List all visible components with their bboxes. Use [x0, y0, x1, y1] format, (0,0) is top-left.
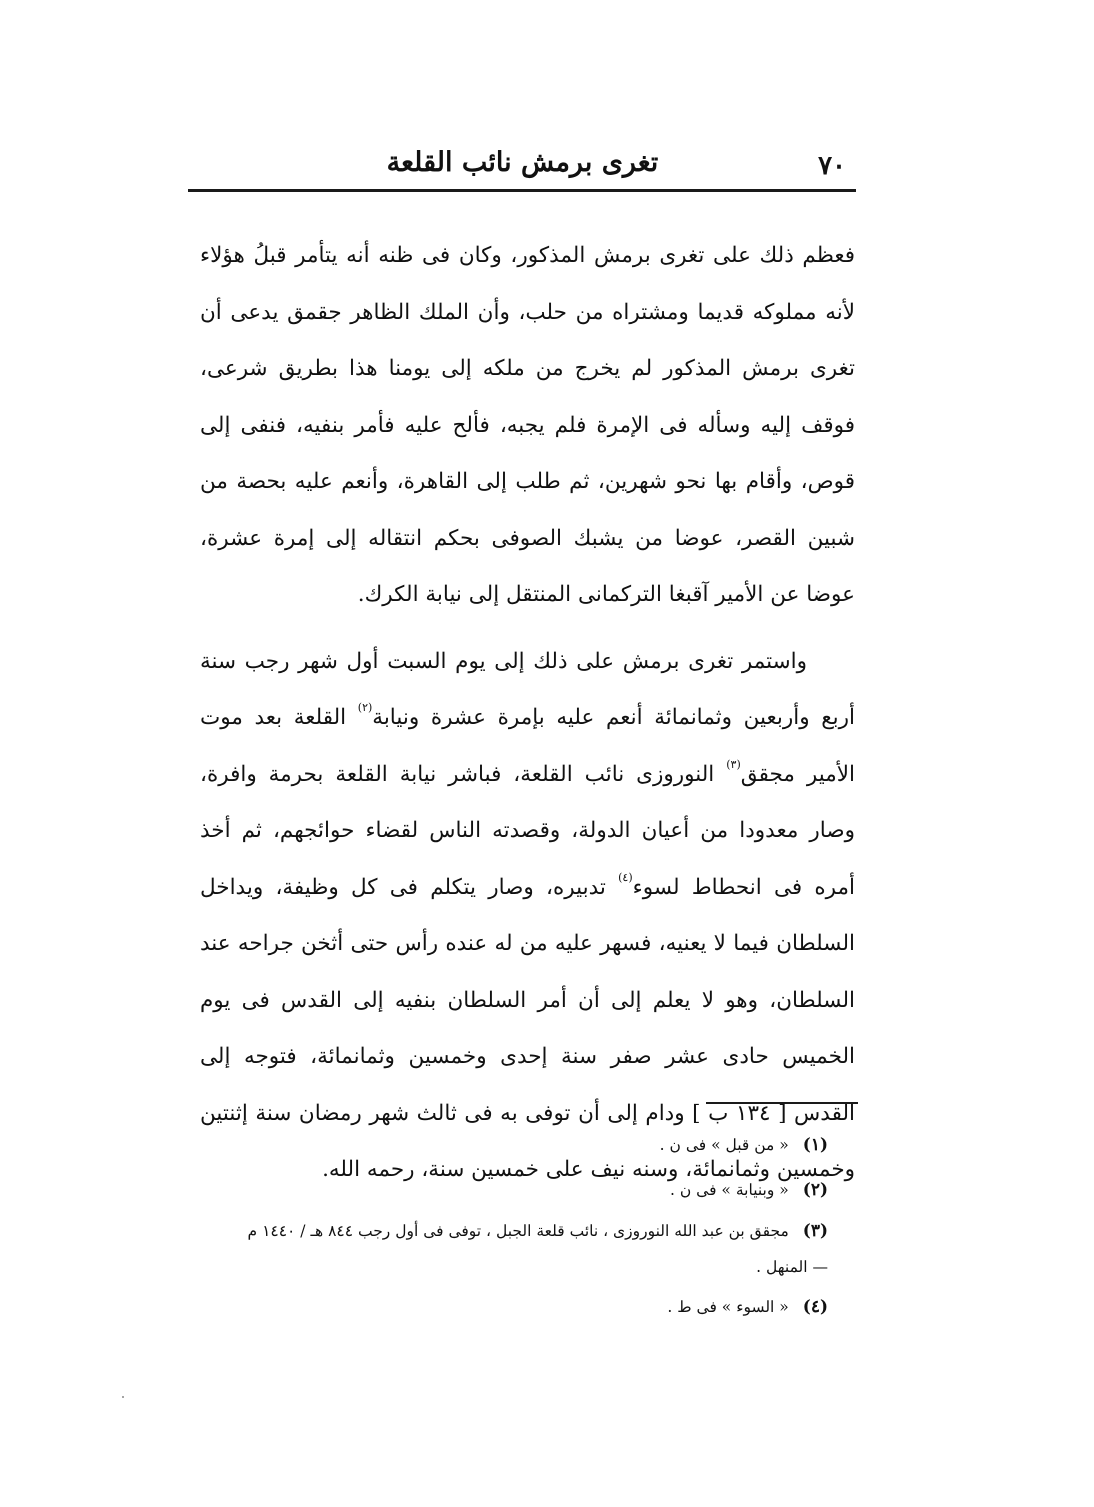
footnote-text: « وبنيابة » فى ن .	[670, 1181, 789, 1199]
footnote-text: « من قبل » فى ن .	[659, 1136, 789, 1154]
footnote-number: (٤)	[802, 1297, 828, 1317]
footnote-marker-4: (٤)	[618, 870, 633, 884]
page-number: ٧٠	[818, 151, 846, 181]
footnote-marker-3: (٣)	[726, 757, 741, 771]
footnote-marker-2: (٢)	[357, 700, 373, 714]
header-rule	[188, 189, 856, 192]
footnote-number: (٢)	[802, 1180, 828, 1200]
footnote-3	[196, 1213, 828, 1285]
paragraph-2	[200, 634, 855, 1199]
footnote-continuation: — المنهل .	[756, 1258, 828, 1276]
footnote-2	[196, 1168, 828, 1213]
paragraph-1-text: فعظم ذلك على تغرى برمش المذكور، وكان فى ظنه أنه يتأمر قبلُ هؤلاء لأنه مملوكه قديما ومشتراه من حلب، وأن الملك الظاهر جقمق يدعى أن تغرى برمش المذكور لم يخرج من ملكه إلى يومنا هذا بطريق شرعى، فوقف إليه وسأله فى الإمرة فلم يجبه، فألح عليه فأمر بنفيه، فنفى إلى قوص، وأقام بها نحو شهرين، ثم طلب إلى القاهرة، وأنعم عليه بحصة من شبين القصر، عوضا من يشبك الصوفى بحكم انتقاله إلى إمرة عشرة، عوضا عن الأمير آقبغا التركمانى المنتقل إلى نيابة الكرك.	[200, 243, 855, 607]
footnote-text: « السوء » فى ط .	[667, 1298, 789, 1316]
paragraph-1	[200, 228, 855, 624]
paragraph-2-part-b: القلعة بعد موت الأمير مجقق	[200, 705, 855, 787]
footnote-4	[196, 1285, 828, 1330]
footnote-1	[196, 1123, 828, 1168]
paragraph-2-part-a: واستمر تغرى برمش على ذلك إلى يوم السبت أول شهر رجب سنة أربع وأربعين وثمانمائة أنعم عليه بإمرة عشرة ونيابة	[200, 648, 855, 730]
page-header	[185, 145, 860, 185]
footnote-rule	[706, 1102, 858, 1104]
footnote-number: (١)	[802, 1135, 828, 1155]
paragraph-2-part-c: النوروزى نائب القلعة، فباشر نيابة القلعة بحرمة وافرة، وصار معدودا من أعيان الدولة، وقصدته الناس لقضاء حوائجهم، ثم أخذ أمره فى انحطاط لسوء	[200, 761, 855, 900]
scan-speck	[122, 1396, 124, 1398]
paragraph-2-part-d: تدبيره، وصار يتكلم فى كل وظيفة، ويداخل السلطان فيما لا يعنيه، فسهر عليه من له عنده رأس حتى أثخن جراحه عند السلطان، وهو لا يعلم إلى أن أمر السلطان بنفيه إلى القدس فى يوم الخميس حادى عشر صفر سنة إحدى وخمسين وثمانمائة، فتوجه إلى القدس [ ١٣٤ ب ] ودام إلى أن توفى به فى ثالث شهر رمضان سنة إثنتين وخمسين وثمانمائة، وسنه نيف على خمسين سنة، رحمه الله.	[200, 874, 855, 1182]
footnotes	[196, 1123, 828, 1330]
running-title: تغرى برمش نائب القلعة	[386, 147, 659, 178]
main-text	[200, 228, 855, 1199]
footnote-number: (٣)	[802, 1221, 828, 1241]
footnote-text: مجقق بن عبد الله النوروزى ، نائب قلعة الجبل ، توفى فى أول رجب ٨٤٤ هـ / ١٤٤٠ م	[247, 1222, 789, 1240]
